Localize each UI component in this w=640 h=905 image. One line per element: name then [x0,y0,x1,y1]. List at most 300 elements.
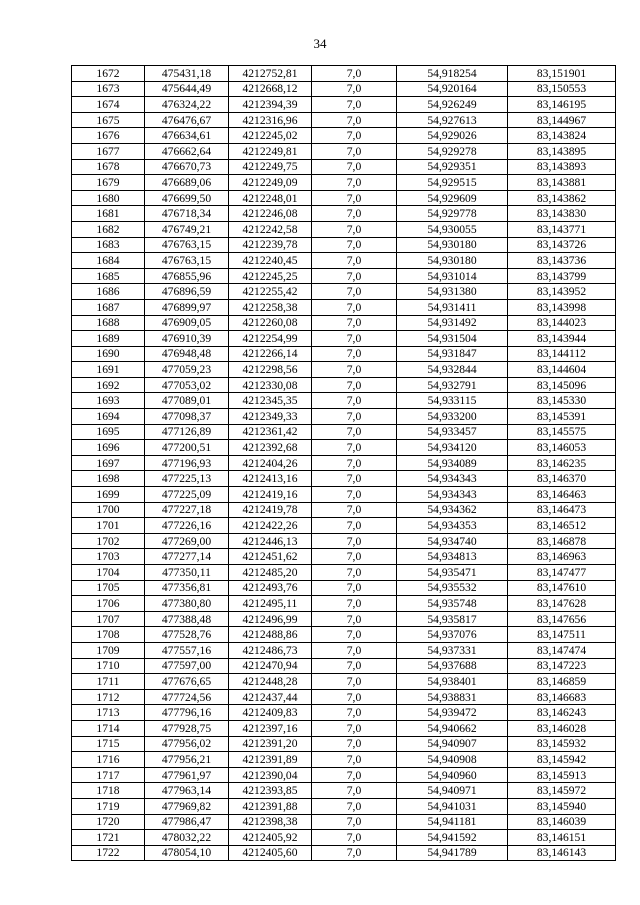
y-coordinate-cell: 4212248,01 [229,190,312,206]
point-number-cell: 1695 [72,424,145,440]
point-number-cell: 1684 [72,253,145,269]
value-cell: 7,0 [312,830,397,846]
latitude-cell: 54,937331 [397,642,508,658]
x-coordinate-cell: 478054,10 [145,845,229,861]
value-cell: 7,0 [312,237,397,253]
value-cell: 7,0 [312,565,397,581]
x-coordinate-cell: 476948,48 [145,346,229,362]
value-cell: 7,0 [312,455,397,471]
latitude-cell: 54,929609 [397,190,508,206]
latitude-cell: 54,931411 [397,299,508,315]
latitude-cell: 54,934343 [397,471,508,487]
latitude-cell: 54,941181 [397,814,508,830]
x-coordinate-cell: 477928,75 [145,720,229,736]
longitude-cell: 83,146683 [508,689,616,705]
value-cell: 7,0 [312,81,397,97]
table-row [72,237,616,253]
point-number-cell: 1672 [72,66,145,82]
point-number-cell: 1720 [72,814,145,830]
value-cell: 7,0 [312,767,397,783]
longitude-cell: 83,147610 [508,580,616,596]
value-cell: 7,0 [312,642,397,658]
table-row [72,455,616,471]
y-coordinate-cell: 4212419,16 [229,487,312,503]
table-row [72,502,616,518]
value-cell: 7,0 [312,471,397,487]
value-cell: 7,0 [312,377,397,393]
table-row [72,798,616,814]
longitude-cell: 83,145330 [508,393,616,409]
y-coordinate-cell: 4212470,94 [229,658,312,674]
latitude-cell: 54,934740 [397,533,508,549]
value-cell: 7,0 [312,752,397,768]
point-number-cell: 1707 [72,611,145,627]
longitude-cell: 83,146243 [508,705,616,721]
point-number-cell: 1719 [72,798,145,814]
table-row [72,284,616,300]
point-number-cell: 1710 [72,658,145,674]
value-cell: 7,0 [312,814,397,830]
x-coordinate-cell: 477986,47 [145,814,229,830]
table-row [72,487,616,503]
point-number-cell: 1699 [72,487,145,503]
x-coordinate-cell: 477963,14 [145,783,229,799]
table-row [72,253,616,269]
latitude-cell: 54,940908 [397,752,508,768]
latitude-cell: 54,941031 [397,798,508,814]
point-number-cell: 1689 [72,331,145,347]
x-coordinate-cell: 475431,18 [145,66,229,82]
table-row [72,658,616,674]
value-cell: 7,0 [312,627,397,643]
point-number-cell: 1704 [72,565,145,581]
y-coordinate-cell: 4212409,83 [229,705,312,721]
coordinates-table [71,65,616,861]
y-coordinate-cell: 4212242,58 [229,221,312,237]
latitude-cell: 54,926249 [397,97,508,113]
value-cell: 7,0 [312,502,397,518]
value-cell: 7,0 [312,440,397,456]
y-coordinate-cell: 4212345,35 [229,393,312,409]
y-coordinate-cell: 4212451,62 [229,549,312,565]
x-coordinate-cell: 477126,89 [145,424,229,440]
y-coordinate-cell: 4212245,02 [229,128,312,144]
longitude-cell: 83,146235 [508,455,616,471]
latitude-cell: 54,938831 [397,689,508,705]
table-row [72,268,616,284]
table-row [72,611,616,627]
x-coordinate-cell: 476662,64 [145,143,229,159]
y-coordinate-cell: 4212316,96 [229,112,312,128]
longitude-cell: 83,145575 [508,424,616,440]
point-number-cell: 1690 [72,346,145,362]
x-coordinate-cell: 477226,16 [145,518,229,534]
point-number-cell: 1702 [72,533,145,549]
y-coordinate-cell: 4212485,20 [229,565,312,581]
y-coordinate-cell: 4212488,86 [229,627,312,643]
x-coordinate-cell: 476855,96 [145,268,229,284]
table-row [72,580,616,596]
value-cell: 7,0 [312,409,397,425]
y-coordinate-cell: 4212446,13 [229,533,312,549]
point-number-cell: 1687 [72,299,145,315]
longitude-cell: 83,143998 [508,299,616,315]
table-row [72,705,616,721]
point-number-cell: 1709 [72,642,145,658]
y-coordinate-cell: 4212437,44 [229,689,312,705]
value-cell: 7,0 [312,128,397,144]
point-number-cell: 1685 [72,268,145,284]
table-row [72,689,616,705]
table-row [72,190,616,206]
longitude-cell: 83,143799 [508,268,616,284]
point-number-cell: 1703 [72,549,145,565]
x-coordinate-cell: 477380,80 [145,596,229,612]
table-row [72,565,616,581]
longitude-cell: 83,146143 [508,845,616,861]
value-cell: 7,0 [312,66,397,82]
point-number-cell: 1712 [72,689,145,705]
longitude-cell: 83,143771 [508,221,616,237]
table-row [72,736,616,752]
y-coordinate-cell: 4212361,42 [229,424,312,440]
point-number-cell: 1673 [72,81,145,97]
latitude-cell: 54,937076 [397,627,508,643]
x-coordinate-cell: 477200,51 [145,440,229,456]
latitude-cell: 54,934120 [397,440,508,456]
x-coordinate-cell: 477225,09 [145,487,229,503]
longitude-cell: 83,144967 [508,112,616,128]
y-coordinate-cell: 4212398,38 [229,814,312,830]
latitude-cell: 54,940960 [397,767,508,783]
longitude-cell: 83,147474 [508,642,616,658]
value-cell: 7,0 [312,736,397,752]
x-coordinate-cell: 477597,00 [145,658,229,674]
page-number: 34 [313,36,327,51]
latitude-cell: 54,931014 [397,268,508,284]
y-coordinate-cell: 4212419,78 [229,502,312,518]
x-coordinate-cell: 477227,18 [145,502,229,518]
point-number-cell: 1682 [72,221,145,237]
latitude-cell: 54,939472 [397,705,508,721]
point-number-cell: 1683 [72,237,145,253]
value-cell: 7,0 [312,798,397,814]
table-row [72,66,616,82]
table-row [72,159,616,175]
latitude-cell: 54,934813 [397,549,508,565]
point-number-cell: 1688 [72,315,145,331]
table-row [72,549,616,565]
latitude-cell: 54,935471 [397,565,508,581]
point-number-cell: 1716 [72,752,145,768]
value-cell: 7,0 [312,845,397,861]
point-number-cell: 1698 [72,471,145,487]
latitude-cell: 54,934343 [397,487,508,503]
x-coordinate-cell: 477356,81 [145,580,229,596]
x-coordinate-cell: 477089,01 [145,393,229,409]
point-number-cell: 1681 [72,206,145,222]
y-coordinate-cell: 4212752,81 [229,66,312,82]
value-cell: 7,0 [312,112,397,128]
longitude-cell: 83,146195 [508,97,616,113]
longitude-cell: 83,147628 [508,596,616,612]
table-row [72,221,616,237]
latitude-cell: 54,935532 [397,580,508,596]
y-coordinate-cell: 4212245,25 [229,268,312,284]
value-cell: 7,0 [312,268,397,284]
x-coordinate-cell: 477059,23 [145,362,229,378]
latitude-cell: 54,940662 [397,720,508,736]
table-row [72,97,616,113]
y-coordinate-cell: 4212394,39 [229,97,312,113]
value-cell: 7,0 [312,331,397,347]
x-coordinate-cell: 477528,76 [145,627,229,643]
y-coordinate-cell: 4212495,11 [229,596,312,612]
point-number-cell: 1721 [72,830,145,846]
value-cell: 7,0 [312,190,397,206]
latitude-cell: 54,941789 [397,845,508,861]
x-coordinate-cell: 476699,50 [145,190,229,206]
table-row [72,830,616,846]
x-coordinate-cell: 476763,15 [145,237,229,253]
table-row [72,720,616,736]
point-number-cell: 1711 [72,674,145,690]
table-row [72,143,616,159]
longitude-cell: 83,145932 [508,736,616,752]
y-coordinate-cell: 4212486,73 [229,642,312,658]
y-coordinate-cell: 4212330,08 [229,377,312,393]
longitude-cell: 83,146053 [508,440,616,456]
y-coordinate-cell: 4212239,78 [229,237,312,253]
longitude-cell: 83,143944 [508,331,616,347]
point-number-cell: 1691 [72,362,145,378]
longitude-cell: 83,145972 [508,783,616,799]
value-cell: 7,0 [312,206,397,222]
table-row [72,424,616,440]
x-coordinate-cell: 476749,21 [145,221,229,237]
x-coordinate-cell: 477196,93 [145,455,229,471]
x-coordinate-cell: 477956,02 [145,736,229,752]
table-row [72,471,616,487]
value-cell: 7,0 [312,315,397,331]
point-number-cell: 1680 [72,190,145,206]
y-coordinate-cell: 4212397,16 [229,720,312,736]
table-row [72,206,616,222]
value-cell: 7,0 [312,518,397,534]
latitude-cell: 54,933115 [397,393,508,409]
x-coordinate-cell: 476899,97 [145,299,229,315]
value-cell: 7,0 [312,611,397,627]
latitude-cell: 54,937688 [397,658,508,674]
y-coordinate-cell: 4212254,99 [229,331,312,347]
y-coordinate-cell: 4212405,92 [229,830,312,846]
point-number-cell: 1700 [72,502,145,518]
x-coordinate-cell: 477098,37 [145,409,229,425]
table-row [72,767,616,783]
x-coordinate-cell: 476909,05 [145,315,229,331]
longitude-cell: 83,146039 [508,814,616,830]
latitude-cell: 54,929278 [397,143,508,159]
y-coordinate-cell: 4212240,45 [229,253,312,269]
point-number-cell: 1693 [72,393,145,409]
table-row [72,377,616,393]
latitude-cell: 54,930180 [397,253,508,269]
y-coordinate-cell: 4212249,81 [229,143,312,159]
x-coordinate-cell: 476670,73 [145,159,229,175]
x-coordinate-cell: 477969,82 [145,798,229,814]
longitude-cell: 83,145096 [508,377,616,393]
longitude-cell: 83,143895 [508,143,616,159]
y-coordinate-cell: 4212266,14 [229,346,312,362]
longitude-cell: 83,146473 [508,502,616,518]
value-cell: 7,0 [312,658,397,674]
table-row [72,814,616,830]
point-number-cell: 1674 [72,97,145,113]
latitude-cell: 54,929351 [397,159,508,175]
longitude-cell: 83,146463 [508,487,616,503]
y-coordinate-cell: 4212258,38 [229,299,312,315]
point-number-cell: 1692 [72,377,145,393]
point-number-cell: 1686 [72,284,145,300]
table-row [72,409,616,425]
value-cell: 7,0 [312,689,397,705]
value-cell: 7,0 [312,362,397,378]
x-coordinate-cell: 476896,59 [145,284,229,300]
latitude-cell: 54,931847 [397,346,508,362]
point-number-cell: 1694 [72,409,145,425]
latitude-cell: 54,933457 [397,424,508,440]
value-cell: 7,0 [312,221,397,237]
point-number-cell: 1722 [72,845,145,861]
point-number-cell: 1678 [72,159,145,175]
x-coordinate-cell: 477724,56 [145,689,229,705]
point-number-cell: 1717 [72,767,145,783]
latitude-cell: 54,930180 [397,237,508,253]
x-coordinate-cell: 477277,14 [145,549,229,565]
table-row [72,845,616,861]
value-cell: 7,0 [312,533,397,549]
value-cell: 7,0 [312,346,397,362]
y-coordinate-cell: 4212391,20 [229,736,312,752]
y-coordinate-cell: 4212246,08 [229,206,312,222]
table-row [72,112,616,128]
latitude-cell: 54,929515 [397,175,508,191]
x-coordinate-cell: 476324,22 [145,97,229,113]
value-cell: 7,0 [312,674,397,690]
y-coordinate-cell: 4212255,42 [229,284,312,300]
longitude-cell: 83,143736 [508,253,616,269]
y-coordinate-cell: 4212422,26 [229,518,312,534]
longitude-cell: 83,150553 [508,81,616,97]
x-coordinate-cell: 476476,67 [145,112,229,128]
table-row [72,674,616,690]
table-row [72,315,616,331]
longitude-cell: 83,143726 [508,237,616,253]
latitude-cell: 54,938401 [397,674,508,690]
table-row [72,783,616,799]
value-cell: 7,0 [312,549,397,565]
y-coordinate-cell: 4212249,75 [229,159,312,175]
x-coordinate-cell: 477557,16 [145,642,229,658]
point-number-cell: 1675 [72,112,145,128]
longitude-cell: 83,147511 [508,627,616,643]
latitude-cell: 54,934362 [397,502,508,518]
x-coordinate-cell: 477053,02 [145,377,229,393]
longitude-cell: 83,144112 [508,346,616,362]
value-cell: 7,0 [312,253,397,269]
point-number-cell: 1718 [72,783,145,799]
y-coordinate-cell: 4212392,68 [229,440,312,456]
y-coordinate-cell: 4212393,85 [229,783,312,799]
y-coordinate-cell: 4212298,56 [229,362,312,378]
value-cell: 7,0 [312,175,397,191]
longitude-cell: 83,143893 [508,159,616,175]
x-coordinate-cell: 476718,34 [145,206,229,222]
longitude-cell: 83,146859 [508,674,616,690]
longitude-cell: 83,146028 [508,720,616,736]
latitude-cell: 54,931380 [397,284,508,300]
latitude-cell: 54,940907 [397,736,508,752]
value-cell: 7,0 [312,705,397,721]
x-coordinate-cell: 477796,16 [145,705,229,721]
point-number-cell: 1679 [72,175,145,191]
table-row [72,393,616,409]
table-row [72,752,616,768]
latitude-cell: 54,935748 [397,596,508,612]
point-number-cell: 1677 [72,143,145,159]
longitude-cell: 83,145940 [508,798,616,814]
longitude-cell: 83,144023 [508,315,616,331]
x-coordinate-cell: 477269,00 [145,533,229,549]
table-row [72,642,616,658]
point-number-cell: 1714 [72,720,145,736]
point-number-cell: 1706 [72,596,145,612]
longitude-cell: 83,146370 [508,471,616,487]
longitude-cell: 83,143881 [508,175,616,191]
table-row [72,175,616,191]
value-cell: 7,0 [312,783,397,799]
table-row [72,627,616,643]
longitude-cell: 83,146963 [508,549,616,565]
table-row [72,81,616,97]
latitude-cell: 54,918254 [397,66,508,82]
table-row [72,518,616,534]
x-coordinate-cell: 477956,21 [145,752,229,768]
longitude-cell: 83,143824 [508,128,616,144]
x-coordinate-cell: 477350,11 [145,565,229,581]
longitude-cell: 83,151901 [508,66,616,82]
longitude-cell: 83,143830 [508,206,616,222]
table-row [72,596,616,612]
table-row [72,362,616,378]
y-coordinate-cell: 4212349,33 [229,409,312,425]
longitude-cell: 83,146151 [508,830,616,846]
longitude-cell: 83,143862 [508,190,616,206]
x-coordinate-cell: 476634,61 [145,128,229,144]
x-coordinate-cell: 477225,13 [145,471,229,487]
point-number-cell: 1713 [72,705,145,721]
table-row [72,128,616,144]
latitude-cell: 54,920164 [397,81,508,97]
x-coordinate-cell: 477676,65 [145,674,229,690]
latitude-cell: 54,933200 [397,409,508,425]
x-coordinate-cell: 476910,39 [145,331,229,347]
longitude-cell: 83,146512 [508,518,616,534]
value-cell: 7,0 [312,720,397,736]
value-cell: 7,0 [312,596,397,612]
latitude-cell: 54,940971 [397,783,508,799]
longitude-cell: 83,147477 [508,565,616,581]
